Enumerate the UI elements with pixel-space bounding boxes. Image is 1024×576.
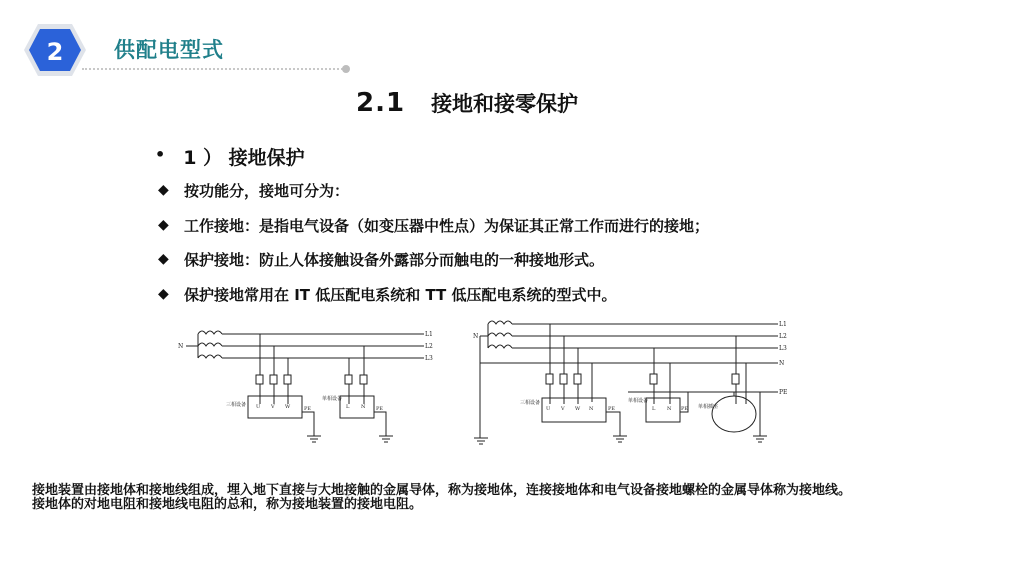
list-item-text: 保护接地：防止人体接触设备外露部分而触电的一种接地形式。: [184, 251, 605, 269]
it-system-diagram: [176, 320, 436, 445]
diamond-bullet-icon: ◆: [158, 216, 169, 233]
grounding-note: [32, 484, 1002, 512]
hexagon-badge-icon: [22, 22, 88, 78]
list-item-text: 保护接地常用在 IT 低压配电系统和 TT 低压配电系统的型式中。: [184, 285, 617, 304]
line-label-l2: L2: [425, 343, 433, 350]
line-label-l3: L3: [779, 345, 787, 352]
pe-label: PE: [376, 406, 384, 412]
list-item-text: 按功能分，接地可分为：: [184, 182, 350, 200]
terminal-label: L: [346, 404, 350, 410]
list-item: [158, 180, 709, 215]
header-divider: [82, 68, 346, 70]
it-system-schematic: [176, 320, 436, 445]
tt-system-schematic: [472, 312, 790, 446]
pe-label: PE: [608, 406, 616, 412]
terminal-label: N: [589, 406, 594, 412]
line-label-l2: L2: [779, 333, 787, 340]
device-label: 三相设备: [226, 402, 247, 408]
chapter-title: 供配电型式: [114, 38, 224, 62]
device-label: 三相设备: [520, 400, 541, 406]
pe-label: PE: [681, 406, 689, 412]
diamond-bullet-icon: ◆: [158, 285, 169, 302]
note-line: 接地装置由接地体和接地线组成，埋入地下直接与大地接触的金属导体，称为接地体，连接接地体和电气设备接地螺栓的金属导体称为接地线。: [32, 483, 852, 498]
neutral-label: N: [473, 333, 479, 340]
section-title-text: 接地和接零保护: [431, 92, 579, 116]
device-label: 单相设备: [628, 398, 649, 404]
header-divider-dot: [342, 65, 350, 73]
line-label-l3: L3: [425, 355, 433, 362]
line-label-n: N: [779, 360, 785, 367]
tt-system-diagram: [472, 312, 790, 446]
diamond-bullet-icon: ◆: [158, 182, 169, 198]
list-item-text: 工作接地：是指电气设备（如变压器中性点）为保证其正常工作而进行的接地；: [184, 216, 710, 235]
diamond-bullet-icon: ◆: [158, 251, 169, 267]
terminal-label: U: [256, 404, 261, 410]
terminal-label: L: [652, 406, 656, 412]
terminal-label: V: [561, 406, 565, 412]
device-label: 单相插座: [698, 404, 719, 410]
terminal-label: U: [546, 406, 551, 412]
neutral-label: N: [178, 343, 184, 350]
device-label: 单相设备: [322, 396, 343, 402]
pe-label: PE: [304, 406, 312, 412]
terminal-label: N: [667, 406, 672, 412]
terminal-label: N: [361, 404, 366, 410]
line-label-l1: L1: [425, 331, 433, 338]
section-number: 2.1: [356, 88, 406, 118]
list-item: [158, 249, 709, 284]
terminal-label: W: [575, 406, 581, 412]
section-number-badge: [22, 22, 88, 78]
note-line: 接地体的对地电阻和接地线电阻的总和，称为接地装置的接地电阻。: [32, 497, 423, 512]
terminal-label: V: [271, 404, 275, 410]
line-label-l1: L1: [779, 321, 787, 328]
section-title: [356, 88, 578, 118]
list-item: [158, 215, 709, 250]
line-label-pe: PE: [779, 389, 788, 396]
terminal-label: W: [285, 404, 291, 410]
badge-number: 2: [46, 38, 64, 66]
classification-list: [158, 180, 709, 318]
lead-bullet: [155, 143, 305, 170]
bullet-dot-icon: •: [155, 145, 166, 164]
lead-text: 1 ） 接地保护: [183, 147, 305, 169]
